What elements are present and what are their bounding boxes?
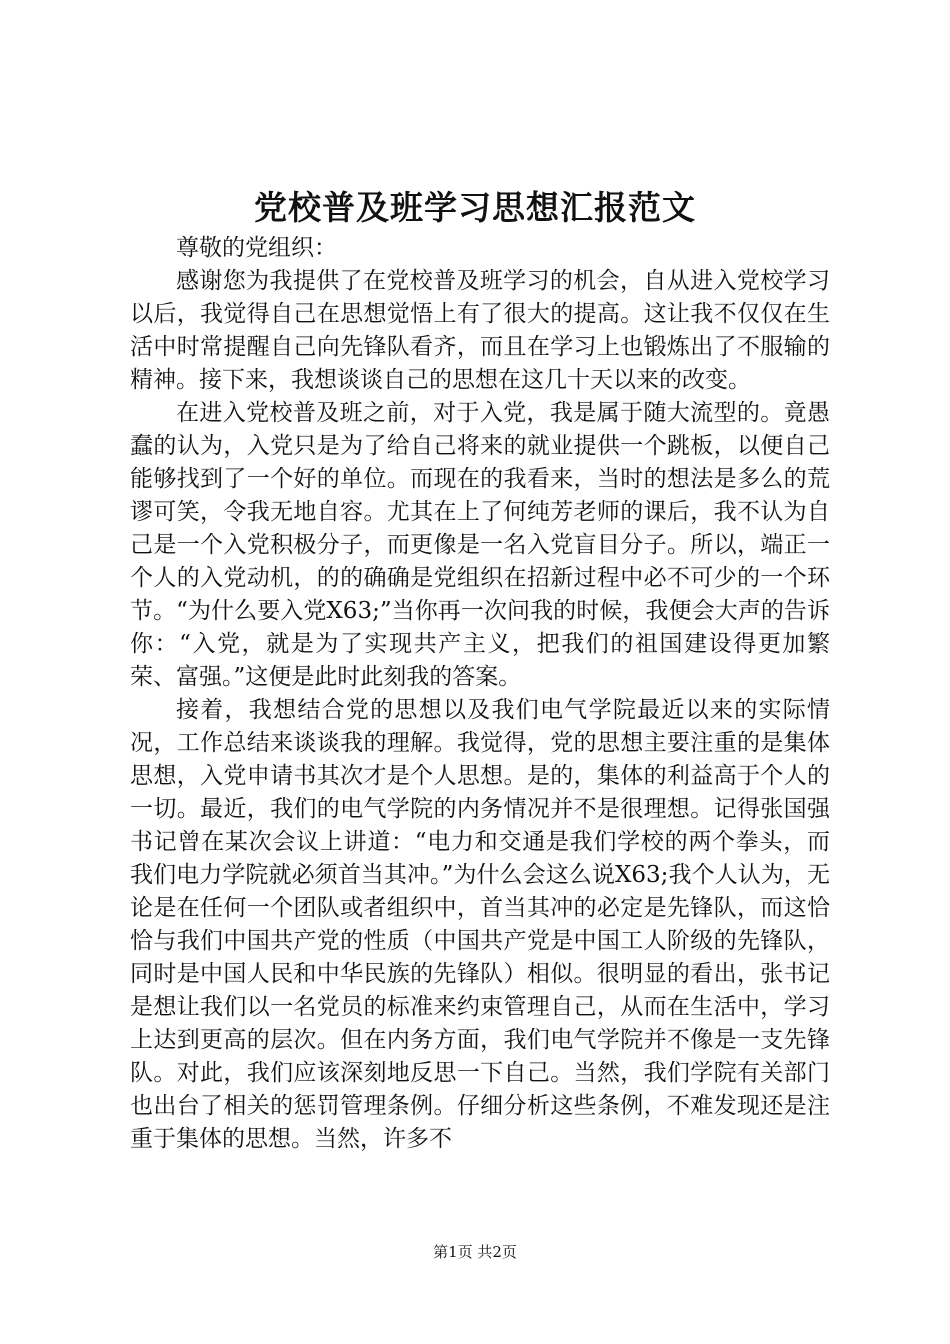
paragraph-1: 感谢您为我提供了在党校普及班学习的机会，自从进入党校学习以后，我觉得自己在思想觉悟上有了很大的提高。这让我不仅仅在生活中时常提醒自己向先锋队看齐，而且在学习上也锻炼出了不服输的精神。接下来，我想谈谈自己的思想在这几十天以来的改变。 [130,268,830,393]
salutation: 尊敬的党组织： [176,235,337,261]
page-number-footer: 第1页 共2页 [433,1243,517,1261]
document-body [130,232,830,1156]
document-title: 党校普及班学习思想汇报范文 [254,188,696,227]
paragraph-3: 接着，我想结合党的思想以及我们电气学院最近以来的实际情况，工作总结来谈谈我的理解。我觉得，党的思想主要注重的是集体思想，入党申请书其次才是个人思想。是的，集体的利益高于个人的一切。最近，我们的电气学院的内务情况并不是很理想。记得张国强书记曾在某次会议上讲道：“电力和交通是我们学校的两个拳头，而我们电力学院就必须首当其冲。”为什么会这么说X63;我个人认为，无论是在任何一个团队或者组织中，首当其冲的必定是先锋队，而这恰恰与我们中国共产党的性质（中国共产党是中国工人阶级的先锋队，同时是中国人民和中华民族的先锋队）相似。很明显的看出，张书记是想让我们以一名党员的标准来约束管理自己，从而在生活中，学习上达到更高的层次。但在内务方面，我们电气学院并不像是一支先锋队。对此，我们应该深刻地反思一下自己。当然，我们学院有关部门也出台了相关的惩罚管理条例。仔细分析这些条例，不难发现还是注重于集体的思想。当然，许多不 [130,697,830,1152]
paragraph-2: 在进入党校普及班之前，对于入党，我是属于随大流型的。竟愚蠢的认为，入党只是为了给自己将来的就业提供一个跳板，以便自己能够找到了一个好的单位。而现在的我看来，当时的想法是多么的荒谬可笑，令我无地自容。尤其在上了何纯芳老师的课后，我不认为自己是一个入党积极分子，而更像是一名入党盲目分子。所以，端正一个人的入党动机，的的确确是党组织在招新过程中必不可少的一个环节。“为什么要入党X63;”当你再一次问我的时候，我便会大声的告诉你：“入党，就是为了实现共产主义，把我们的祖国建设得更加繁荣、富强。”这便是此时此刻我的答案。 [130,400,830,690]
